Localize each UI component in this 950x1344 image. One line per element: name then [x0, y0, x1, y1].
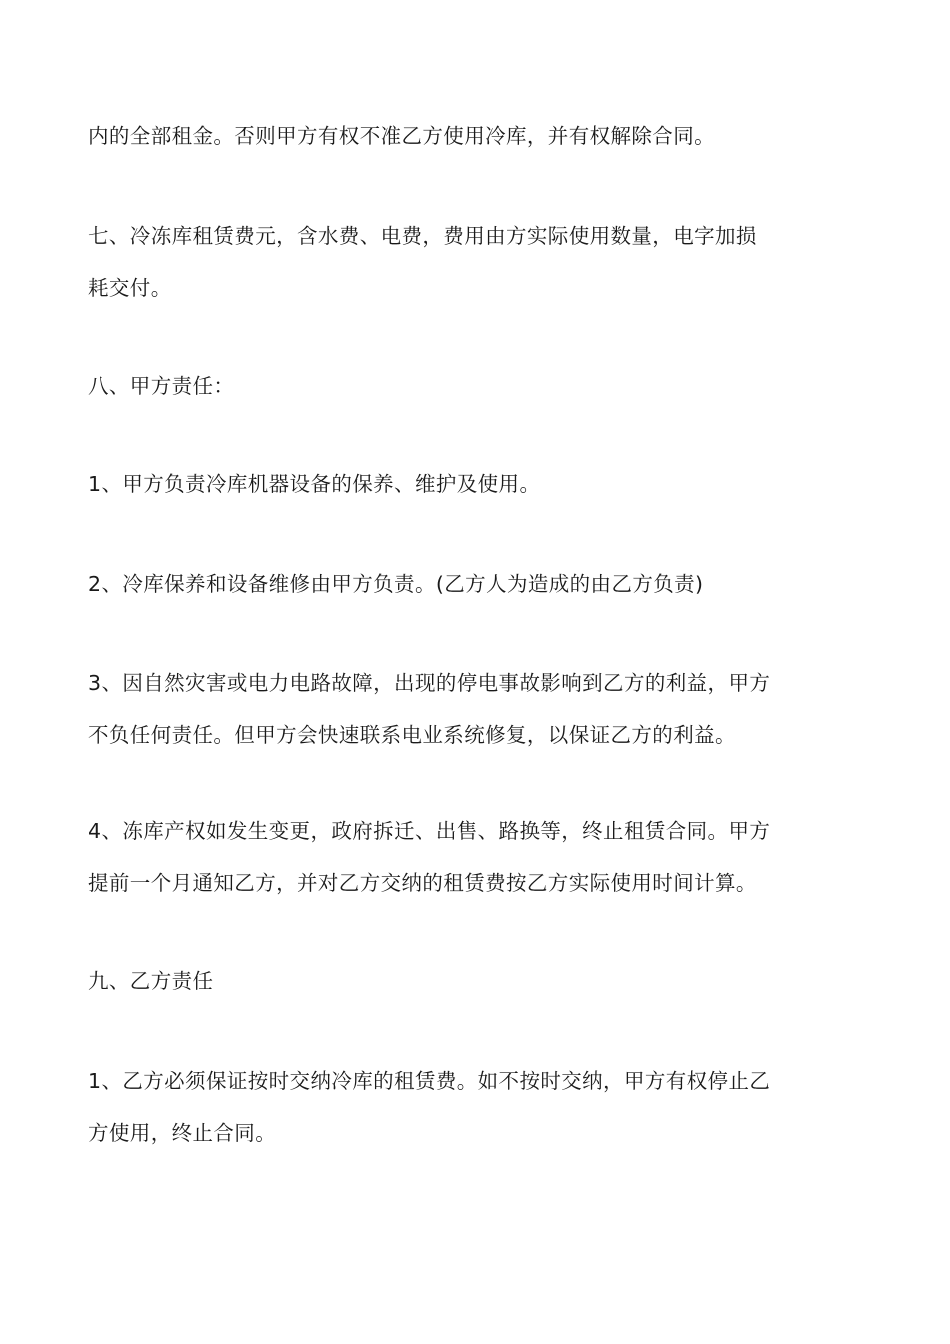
heading-section-nine	[88, 955, 868, 1007]
text-line: 1、乙方必须保证按时交纳冷库的租赁费。如不按时交纳，甲方有权停止乙	[88, 1069, 771, 1093]
paragraph-rent-clause	[88, 110, 868, 162]
text-line: 不负任何责任。但甲方会快速联系电业系统修复，以保证乙方的利益。	[88, 723, 736, 747]
text-line: 提前一个月通知乙方，并对乙方交纳的租赁费按乙方实际使用时间计算。	[88, 871, 757, 895]
paragraph-section-seven	[88, 210, 868, 314]
text-line: 3、因自然灾害或电力电路故障，出现的停电事故影响到乙方的利益，甲方	[88, 671, 771, 695]
text-line: 方使用，终止合同。	[88, 1121, 277, 1145]
heading-section-eight	[88, 360, 868, 412]
text-line: 八、甲方责任：	[88, 374, 235, 398]
paragraph-item-eight-4	[88, 805, 868, 909]
paragraph-item-nine-1	[88, 1055, 868, 1159]
text-line: 4、冻库产权如发生变更，政府拆迁、出售、路换等，终止租赁合同。甲方	[88, 819, 771, 843]
text-line: 耗交付。	[88, 276, 172, 300]
text-line: 2、冷库保养和设备维修由甲方负责。(乙方人为造成的由乙方负责)	[88, 572, 704, 596]
text-line: 九、乙方责任	[88, 969, 214, 993]
paragraph-item-eight-3	[88, 657, 868, 761]
paragraph-item-eight-1	[88, 458, 868, 510]
text-line: 七、冷冻库租赁费元，含水费、电费，费用由方实际使用数量，电字加损	[88, 224, 757, 248]
text-line: 内的全部租金。否则甲方有权不准乙方使用冷库，并有权解除合同。	[88, 124, 715, 148]
paragraph-item-eight-2	[88, 558, 868, 610]
text-line: 1、甲方负责冷库机器设备的保养、维护及使用。	[88, 472, 541, 496]
